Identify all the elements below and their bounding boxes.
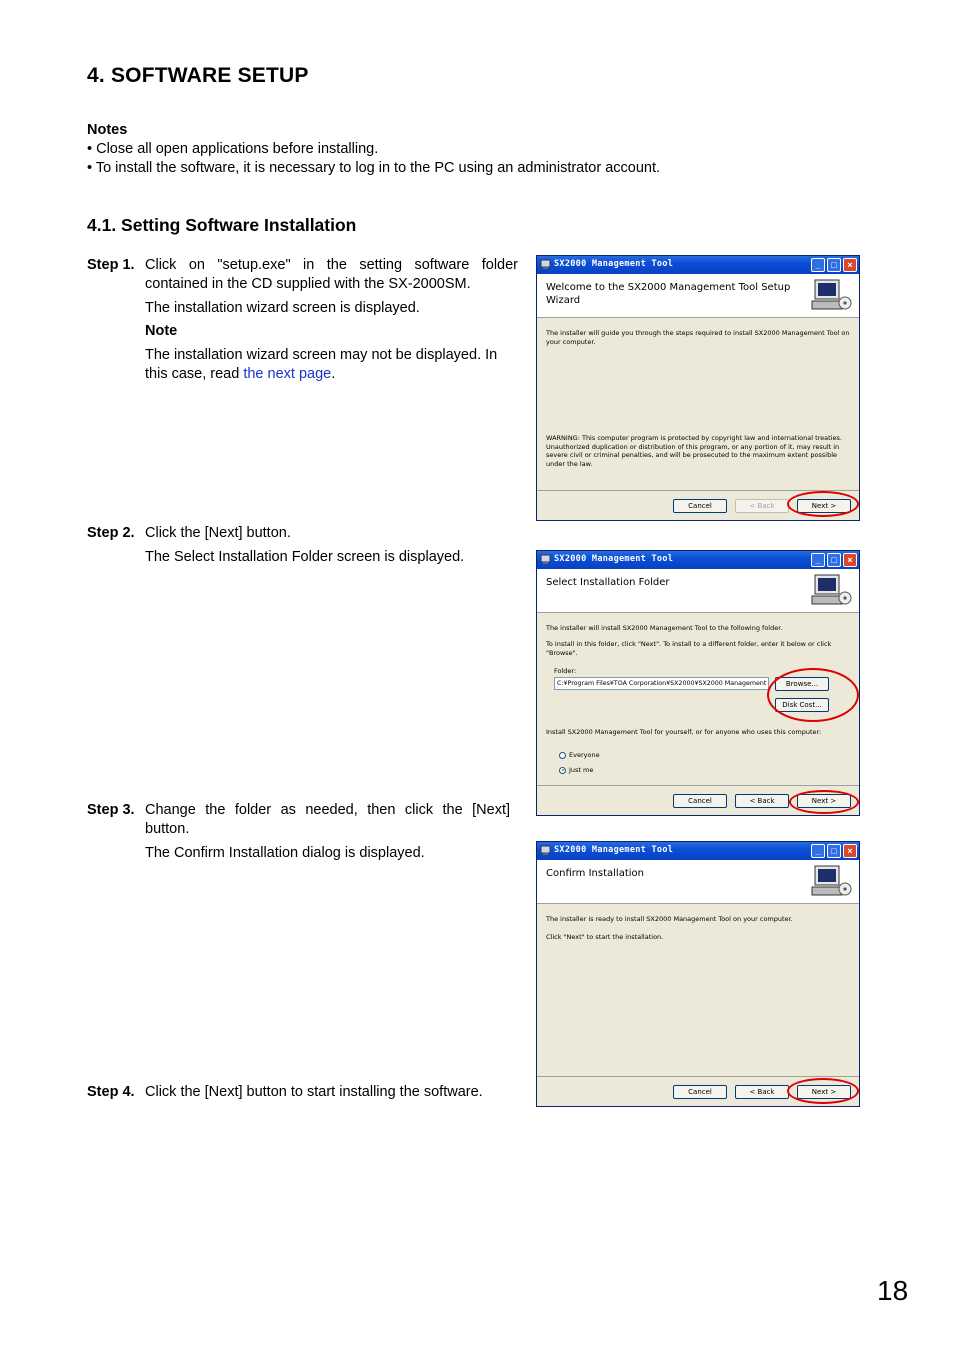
setup-computer-icon	[809, 277, 853, 315]
title-bar	[537, 842, 859, 860]
title-bar	[537, 256, 859, 274]
setup-computer-icon	[809, 572, 853, 610]
maximize-icon[interactable]: □	[827, 258, 841, 272]
step-2-text: Click the [Next] button.	[145, 525, 291, 541]
back-button[interactable]: < Back	[735, 1085, 789, 1099]
dialog-instruction-text: To install in this folder, click "Next". To install to a different folder, enter it below or click "Browse".	[546, 640, 832, 657]
disk-cost-button[interactable]: Disk Cost...	[775, 698, 829, 712]
folder-path-input[interactable]: C:¥Program Files¥TOA Corporation¥SX2000¥SX2000 Management	[554, 677, 769, 690]
notes-title: Notes	[87, 122, 128, 138]
radio-just-me-label: Just me	[569, 766, 594, 774]
next-highlight-oval	[787, 1078, 859, 1104]
maximize-icon[interactable]: □	[827, 553, 841, 567]
minimize-icon[interactable]: _	[811, 844, 825, 858]
step-1-text: Click on "setup.exe" in the setting software folder contained in the CD supplied with the SX-2000SM.	[145, 257, 518, 292]
welcome-dialog-screenshot	[536, 255, 860, 521]
step-4-text: Click the [Next] button to start installing the software.	[145, 1084, 483, 1100]
folder-label: Folder:	[554, 667, 577, 675]
radio-everyone-label: Everyone	[569, 751, 600, 759]
minimize-icon[interactable]: _	[811, 258, 825, 272]
next-page-link[interactable]: the next page	[243, 366, 332, 382]
window-title: SX2000 Management Tool	[554, 554, 674, 564]
confirm-installation-dialog-screenshot	[536, 841, 860, 1107]
note-period: .	[331, 366, 336, 382]
dialog-heading: Confirm Installation	[546, 868, 644, 879]
cancel-button[interactable]: Cancel	[673, 1085, 727, 1099]
back-button[interactable]: < Back	[735, 499, 789, 513]
next-button[interactable]: Next >	[797, 499, 851, 513]
title-bar	[537, 551, 859, 569]
setup-computer-icon	[809, 863, 853, 901]
page-number: 18	[877, 1275, 909, 1306]
note-item: • Close all open applications before installing.	[87, 141, 379, 157]
step-1-note-title: Note	[145, 323, 178, 339]
next-highlight-oval	[789, 790, 859, 814]
cancel-button[interactable]: Cancel	[673, 499, 727, 513]
cancel-button[interactable]: Cancel	[673, 794, 727, 808]
note-text: The installation wizard screen may not be displayed. In this case, read	[145, 347, 498, 382]
dialog-body-text: The installer will guide you through the steps required to install SX2000 Management Tool on your computer.	[546, 329, 850, 346]
step-2-label: Step 2.	[87, 525, 135, 541]
radio-icon[interactable]	[559, 752, 566, 759]
section-title: 4.1. Setting Software Installation	[87, 215, 357, 235]
radio-selected-icon[interactable]	[559, 767, 566, 774]
close-icon[interactable]: ×	[843, 844, 857, 858]
page-title: 4. SOFTWARE SETUP	[87, 64, 309, 87]
dialog-instruction-text: Click "Next" to start the installation.	[546, 933, 664, 941]
step-1-result: The installation wizard screen is displayed.	[145, 300, 420, 316]
dialog-header	[537, 569, 859, 613]
dialog-header	[537, 860, 859, 904]
step-2-result: The Select Installation Folder screen is displayed.	[145, 549, 465, 565]
maximize-icon[interactable]: □	[827, 844, 841, 858]
next-highlight-oval	[787, 491, 859, 517]
step-3-result: The Confirm Installation dialog is displayed.	[145, 845, 425, 861]
browse-button[interactable]: Browse...	[775, 677, 829, 691]
step-3-label: Step 3.	[87, 802, 135, 818]
note-item: • To install the software, it is necessary to log in to the PC using an administrator account.	[87, 160, 661, 176]
app-icon	[540, 259, 551, 270]
minimize-icon[interactable]: _	[811, 553, 825, 567]
dialog-heading: Select Installation Folder	[546, 577, 670, 588]
app-icon	[540, 845, 551, 856]
dialog-header	[537, 274, 859, 318]
dialog-body-text: The installer will install SX2000 Management Tool to the following folder.	[546, 624, 783, 632]
next-button[interactable]: Next >	[797, 1085, 851, 1099]
select-folder-dialog-screenshot	[536, 550, 860, 816]
step-1-note-text	[145, 346, 518, 384]
step-4-label: Step 4.	[87, 1084, 135, 1100]
close-icon[interactable]: ×	[843, 553, 857, 567]
radio-everyone[interactable]	[559, 751, 600, 759]
dialog-heading: Welcome to the SX2000 Management Tool Setup Wizard	[546, 282, 791, 306]
window-title: SX2000 Management Tool	[554, 845, 674, 855]
step-1-label: Step 1.	[87, 257, 135, 273]
browse-highlight-oval	[767, 668, 859, 722]
copyright-warning: WARNING: This computer program is protected by copyright law and international treaties. Unauthorized duplication or distribution of this program, or any portion of it, may result in severe civil or criminal penalties, and will be prosecuted to the maximum extent possible under the law.	[546, 434, 842, 468]
install-for-text: Install SX2000 Management Tool for yourself, or for anyone who uses this computer:	[546, 728, 822, 736]
close-icon[interactable]: ×	[843, 258, 857, 272]
app-icon	[540, 554, 551, 565]
next-button[interactable]: Next >	[797, 794, 851, 808]
back-button[interactable]: < Back	[735, 794, 789, 808]
radio-just-me[interactable]	[559, 766, 593, 774]
step-3-text: Change the folder as needed, then click the [Next] button.	[145, 802, 510, 837]
dialog-body-text: The installer is ready to install SX2000 Management Tool on your computer.	[546, 915, 793, 923]
window-title: SX2000 Management Tool	[554, 259, 674, 269]
